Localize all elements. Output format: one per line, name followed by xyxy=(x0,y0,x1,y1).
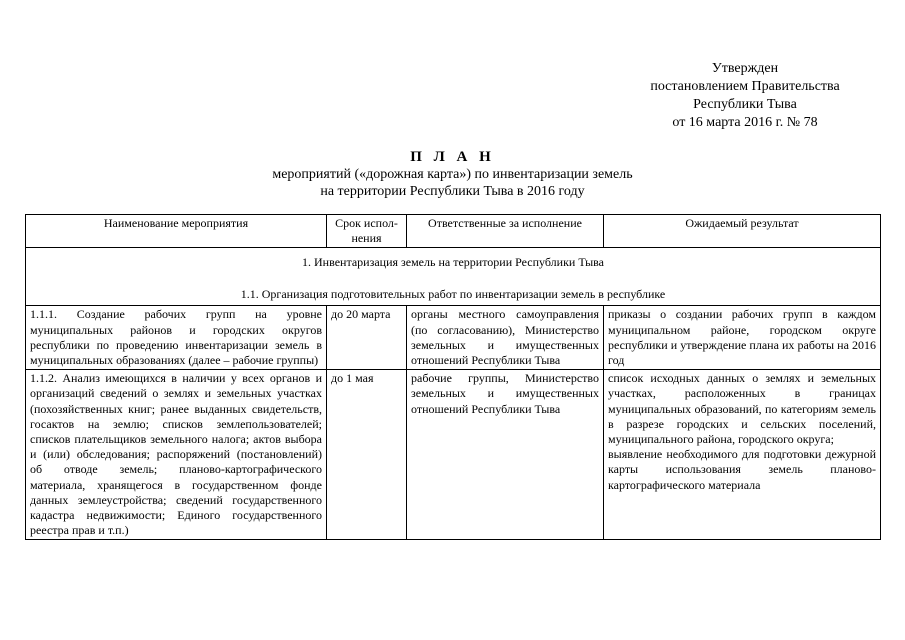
header-name: Наименование мероприятия xyxy=(26,215,327,248)
task-result: список исходных данных о землях и земельных участках, расположенных в границах муниципальных образований, по категориям земель в разрезе городских и сельских поселений, муниципального района, городского округа; выявление необходимого для подготовки дежурной карты использования земель планово-картографического материала xyxy=(604,370,881,540)
section-row xyxy=(26,248,881,306)
plan-title-block xyxy=(0,148,905,200)
section-subheading: 1.1. Организация подготовительных работ по инвентаризации земель в республике xyxy=(240,287,666,302)
task-deadline: до 1 мая xyxy=(327,370,407,540)
section-cell xyxy=(26,248,881,306)
header-result: Ожидаемый результат xyxy=(604,215,881,248)
table-row xyxy=(26,306,881,370)
task-result: приказы о создании рабочих групп в каждом муниципальном районе, городском округе республики и утверждение плана их работы на 2016 год xyxy=(604,306,881,370)
approval-line: Республики Тыва xyxy=(693,97,797,112)
plan-table xyxy=(25,214,881,540)
plan-subtitle-line2: на территории Республики Тыва в 2016 году xyxy=(320,184,585,199)
plan-subtitle-line1: мероприятий («дорожная карта») по инвентаризации земель xyxy=(272,167,633,182)
task-responsible: органы местного самоуправления (по согласованию), Министерство земельных и имущественных отношений Республики Тыва xyxy=(407,306,604,370)
plan-title: П Л А Н xyxy=(410,149,495,165)
task-name: 1.1.1. Создание рабочих групп на уровне муниципальных районов и городских округов республики по проведению инвентаризации земель в муниципальных образованиях (далее – рабочие группы) xyxy=(26,306,327,370)
task-name: 1.1.2. Анализ имеющихся в наличии у всех органов и организаций сведений о землях и земельных участках (похозяйственных книг; ранее выданных свидетельств, госактов на землю; списков землепользователей; списков плательщиков земельного налога; актов выбора и (или) обследования; распоряжений (постановлений) об отводе земель; планово-картографического материала, хранящегося в государственном фонде данных землеустройства; сведений государственного кадастра недвижимости; Единого государственного реестра прав и т.п.) xyxy=(26,370,327,540)
table-header-row xyxy=(26,215,881,248)
approval-line: Утвержден xyxy=(711,61,779,76)
approval-line: от 16 марта 2016 г. № 78 xyxy=(672,115,818,130)
section-heading: 1. Инвентаризация земель на территории Республики Тыва xyxy=(302,255,604,270)
task-responsible: рабочие группы, Министерство земельных и имущественных отношений Республики Тыва xyxy=(407,370,604,540)
task-deadline: до 20 марта xyxy=(327,306,407,370)
header-deadline: Срок испол-нения xyxy=(327,215,407,248)
approval-line: постановлением Правительства xyxy=(650,79,840,94)
approval-block xyxy=(625,60,865,132)
header-responsible: Ответственные за исполнение xyxy=(407,215,604,248)
table-row xyxy=(26,370,881,540)
